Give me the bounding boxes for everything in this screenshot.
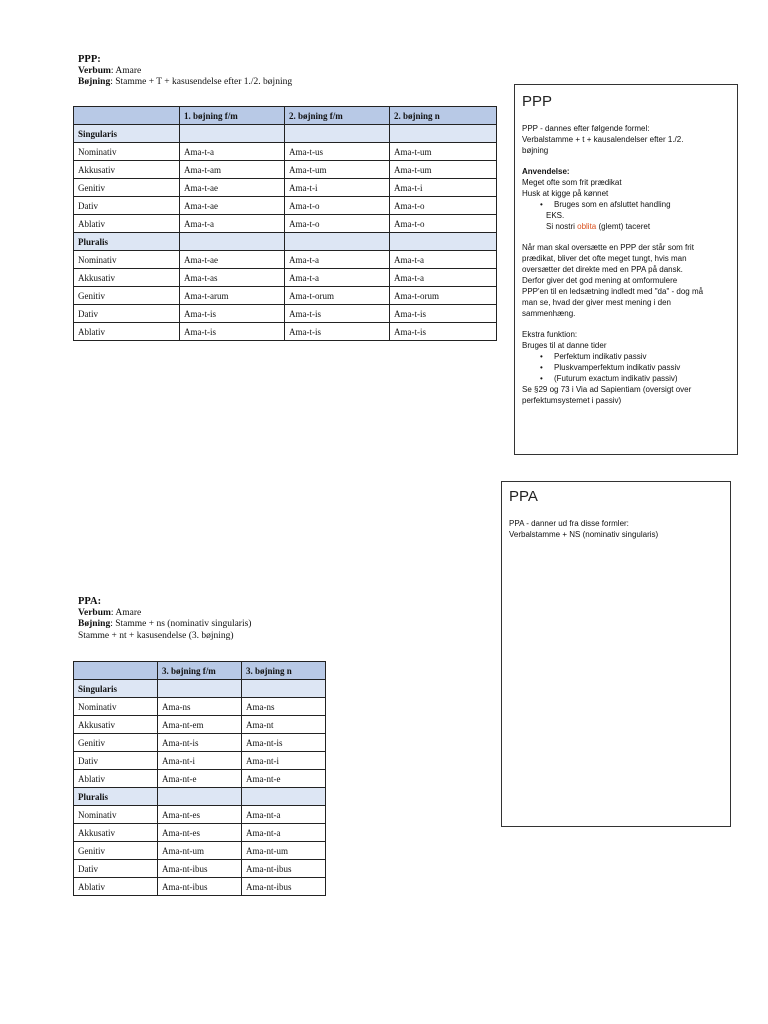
table-cell: Ama-t-arum: [180, 287, 285, 305]
note-title: PPP: [522, 93, 553, 110]
group-label: Pluralis: [74, 788, 158, 806]
table-cell: Ama-nt-a: [242, 824, 326, 842]
note-text: Derfor giver det god mening at omformulere: [522, 276, 678, 285]
table-cell: Ablativ: [74, 323, 180, 341]
table-cell: Ama-nt-is: [242, 734, 326, 752]
table-cell: Akkusativ: [74, 824, 158, 842]
table-header-row: [74, 107, 497, 125]
note-text: perfektumsystemet i passiv): [522, 396, 622, 405]
table-cell: Akkusativ: [74, 269, 180, 287]
table-cell: Ablativ: [74, 770, 158, 788]
list-item: • (Futurum exactum indikativ passiv): [522, 373, 731, 384]
table-cell: Ama-t-i: [390, 179, 497, 197]
plural-group-row: [74, 233, 497, 251]
ppa-inflection-line: [78, 619, 251, 631]
table-cell: Ama-nt-i: [242, 752, 326, 770]
table-cell: Ama-t-um: [390, 161, 497, 179]
ppp-verb-line: [78, 66, 292, 78]
table-cell: Ama-ns: [242, 698, 326, 716]
table-cell: Ama-t-orum: [390, 287, 497, 305]
singular-group-row: [74, 125, 497, 143]
table-cell: Ama-t-um: [390, 143, 497, 161]
table-cell: Ama-t-is: [285, 305, 390, 323]
table-cell: Akkusativ: [74, 716, 158, 734]
verb-label: Verbum: [78, 65, 111, 76]
table-cell: Ama-t-ae: [180, 251, 285, 269]
header-cell: 2. bøjning f/m: [285, 107, 390, 125]
inflection-label: Bøjning: [78, 77, 111, 87]
table-cell: Genitiv: [74, 287, 180, 305]
singular-group-row: [74, 680, 326, 698]
ppa-heading: [78, 596, 251, 642]
table-cell: [390, 233, 497, 251]
table-cell: Dativ: [74, 752, 158, 770]
table-cell: Ama-nt-a: [242, 806, 326, 824]
table-cell: Nominativ: [74, 698, 158, 716]
table-cell: Ama-t-is: [390, 323, 497, 341]
table-cell: [242, 788, 326, 806]
table-row: [74, 806, 326, 824]
table-cell: Ama-t-o: [285, 215, 390, 233]
ppp-title: PPP:: [78, 54, 101, 65]
table-cell: [285, 233, 390, 251]
table-cell: Ama-nt-um: [242, 842, 326, 860]
header-cell: [74, 662, 158, 680]
table-cell: Ama-t-is: [390, 305, 497, 323]
note-text: prædikat, bliver det ofte meget tungt, hvis man: [522, 254, 687, 263]
note-text: bøjning: [522, 146, 549, 155]
table-row: [74, 824, 326, 842]
table-row: [74, 323, 497, 341]
header-cell: [74, 107, 180, 125]
note-text: Bruges til at danne tider: [522, 341, 607, 350]
inflection-value: : Stamme + ns (nominativ singularis): [110, 619, 252, 629]
table-cell: Akkusativ: [74, 161, 180, 179]
table-cell: Ama-nt-ibus: [158, 860, 242, 878]
table-row: [74, 752, 326, 770]
table-cell: Ama-nt: [242, 716, 326, 734]
inflection-label: Bøjning: [78, 619, 111, 629]
table-cell: Nominativ: [74, 143, 180, 161]
table-cell: [158, 788, 242, 806]
table-cell: Ama-t-is: [180, 323, 285, 341]
note-text: man se, hvad der giver mest mening i den: [522, 298, 671, 307]
ppp-note-box: [514, 84, 738, 455]
example-label: EKS.: [546, 211, 565, 220]
table-cell: Genitiv: [74, 842, 158, 860]
table-cell: [285, 125, 390, 143]
table-cell: [180, 233, 285, 251]
table-row: [74, 197, 497, 215]
table-cell: Ama-t-a: [285, 251, 390, 269]
ppa-verb-line: [78, 608, 251, 620]
table-cell: Ama-nt-is: [158, 734, 242, 752]
ppa-note-box: [501, 481, 731, 827]
ppp-heading: [78, 54, 292, 89]
note-text: PPP - dannes efter følgende formel:: [522, 124, 650, 133]
extra-heading: Ekstra funktion:: [522, 330, 578, 339]
table-cell: Ama-nt-ibus: [242, 878, 326, 896]
table-row: [74, 143, 497, 161]
table-cell: Ama-nt-e: [242, 770, 326, 788]
table-cell: Genitiv: [74, 179, 180, 197]
note-text: Meget ofte som frit prædikat: [522, 178, 622, 187]
table-cell: Ama-t-a: [285, 269, 390, 287]
list-item: • Pluskvamperfektum indikativ passiv: [522, 362, 731, 373]
table-cell: Genitiv: [74, 734, 158, 752]
table-cell: Ama-t-um: [285, 161, 390, 179]
header-cell: 3. bøjning n: [242, 662, 326, 680]
ppa-table: [73, 661, 326, 896]
example-sentence: Si nostri oblita (glemt) taceret: [546, 222, 651, 231]
table-cell: Ama-t-o: [390, 215, 497, 233]
table-cell: Ama-t-ae: [180, 197, 285, 215]
header-cell: 1. bøjning f/m: [180, 107, 285, 125]
table-row: [74, 734, 326, 752]
note-text: Verbalstamme + t + kausalendelser efter 1./2.: [522, 135, 684, 144]
group-label: Singularis: [74, 125, 180, 143]
list-item: • Bruges som en afsluttet handling: [522, 199, 731, 210]
table-cell: Ama-t-o: [285, 197, 390, 215]
ppp-inflection-line: [78, 77, 292, 89]
table-cell: Dativ: [74, 305, 180, 323]
note-text: sammenhæng.: [522, 309, 576, 318]
ppp-table: [73, 106, 497, 341]
table-row: [74, 179, 497, 197]
table-cell: Ama-t-is: [180, 305, 285, 323]
extra-list: [522, 351, 731, 384]
note-text: Verbalstamme + NS (nominativ singularis): [509, 530, 659, 539]
table-cell: Ama-t-ae: [180, 179, 285, 197]
table-cell: Ama-nt-um: [158, 842, 242, 860]
ppa-title: PPA:: [78, 596, 102, 607]
table-cell: Ama-nt-e: [158, 770, 242, 788]
table-cell: Ama-t-am: [180, 161, 285, 179]
table-cell: Ama-nt-em: [158, 716, 242, 734]
table-cell: Ama-t-as: [180, 269, 285, 287]
table-row: [74, 305, 497, 323]
table-row: [74, 770, 326, 788]
table-cell: Ama-t-us: [285, 143, 390, 161]
table-cell: Ama-nt-ibus: [242, 860, 326, 878]
verb-value: : Amare: [110, 65, 142, 76]
highlighted-word: oblita: [577, 222, 597, 231]
table-cell: Dativ: [74, 197, 180, 215]
ppa-inflection-line-2: Stamme + nt + kasusendelse (3. bøjning): [78, 630, 234, 641]
table-header-row: [74, 662, 326, 680]
table-cell: Ama-t-i: [285, 179, 390, 197]
note-text: Når man skal oversætte en PPP der står som frit: [522, 243, 694, 252]
table-cell: Ablativ: [74, 215, 180, 233]
verb-label: Verbum: [78, 607, 111, 618]
note-title: PPA: [509, 488, 538, 505]
table-cell: Ama-t-a: [180, 143, 285, 161]
note-text: PPA - danner ud fra disse formler:: [509, 519, 629, 528]
table-cell: Ama-nt-es: [158, 806, 242, 824]
table-row: [74, 251, 497, 269]
table-row: [74, 716, 326, 734]
group-label: Singularis: [74, 680, 158, 698]
table-cell: Dativ: [74, 860, 158, 878]
note-text: oversætter det direkte med en PPA på dansk.: [522, 265, 683, 274]
table-cell: Ablativ: [74, 878, 158, 896]
table-row: [74, 215, 497, 233]
table-cell: Ama-t-a: [390, 269, 497, 287]
note-text: Husk at kigge på kønnet: [522, 189, 609, 198]
table-row: [74, 860, 326, 878]
table-cell: Ama-t-a: [180, 215, 285, 233]
table-row: [74, 161, 497, 179]
group-label: Pluralis: [74, 233, 180, 251]
table-cell: Ama-t-a: [390, 251, 497, 269]
table-cell: Ama-t-is: [285, 323, 390, 341]
table-cell: Ama-nt-es: [158, 824, 242, 842]
table-cell: Ama-t-o: [390, 197, 497, 215]
note-text: PPP'en til en ledsætning indledt med "da" - dog må: [522, 287, 704, 296]
table-cell: [180, 125, 285, 143]
table-cell: Ama-ns: [158, 698, 242, 716]
table-row: [74, 842, 326, 860]
table-cell: [242, 680, 326, 698]
table-cell: Ama-nt-ibus: [158, 878, 242, 896]
list-item: • Perfektum indikativ passiv: [522, 351, 731, 362]
table-row: [74, 269, 497, 287]
table-row: [74, 878, 326, 896]
usage-list: [522, 199, 731, 210]
table-row: [74, 287, 497, 305]
verb-value: : Amare: [110, 607, 142, 618]
table-cell: Nominativ: [74, 806, 158, 824]
table-cell: Ama-nt-i: [158, 752, 242, 770]
header-cell: 2. bøjning n: [390, 107, 497, 125]
table-cell: [390, 125, 497, 143]
plural-group-row: [74, 788, 326, 806]
header-cell: 3. bøjning f/m: [158, 662, 242, 680]
table-cell: [158, 680, 242, 698]
note-text: Se §29 og 73 i Via ad Sapientiam (oversigt over: [522, 385, 692, 394]
table-row: [74, 698, 326, 716]
usage-heading: Anvendelse:: [522, 167, 570, 176]
table-cell: Nominativ: [74, 251, 180, 269]
table-cell: Ama-t-orum: [285, 287, 390, 305]
inflection-value: : Stamme + T + kasusendelse efter 1./2. bøjning: [110, 77, 293, 87]
